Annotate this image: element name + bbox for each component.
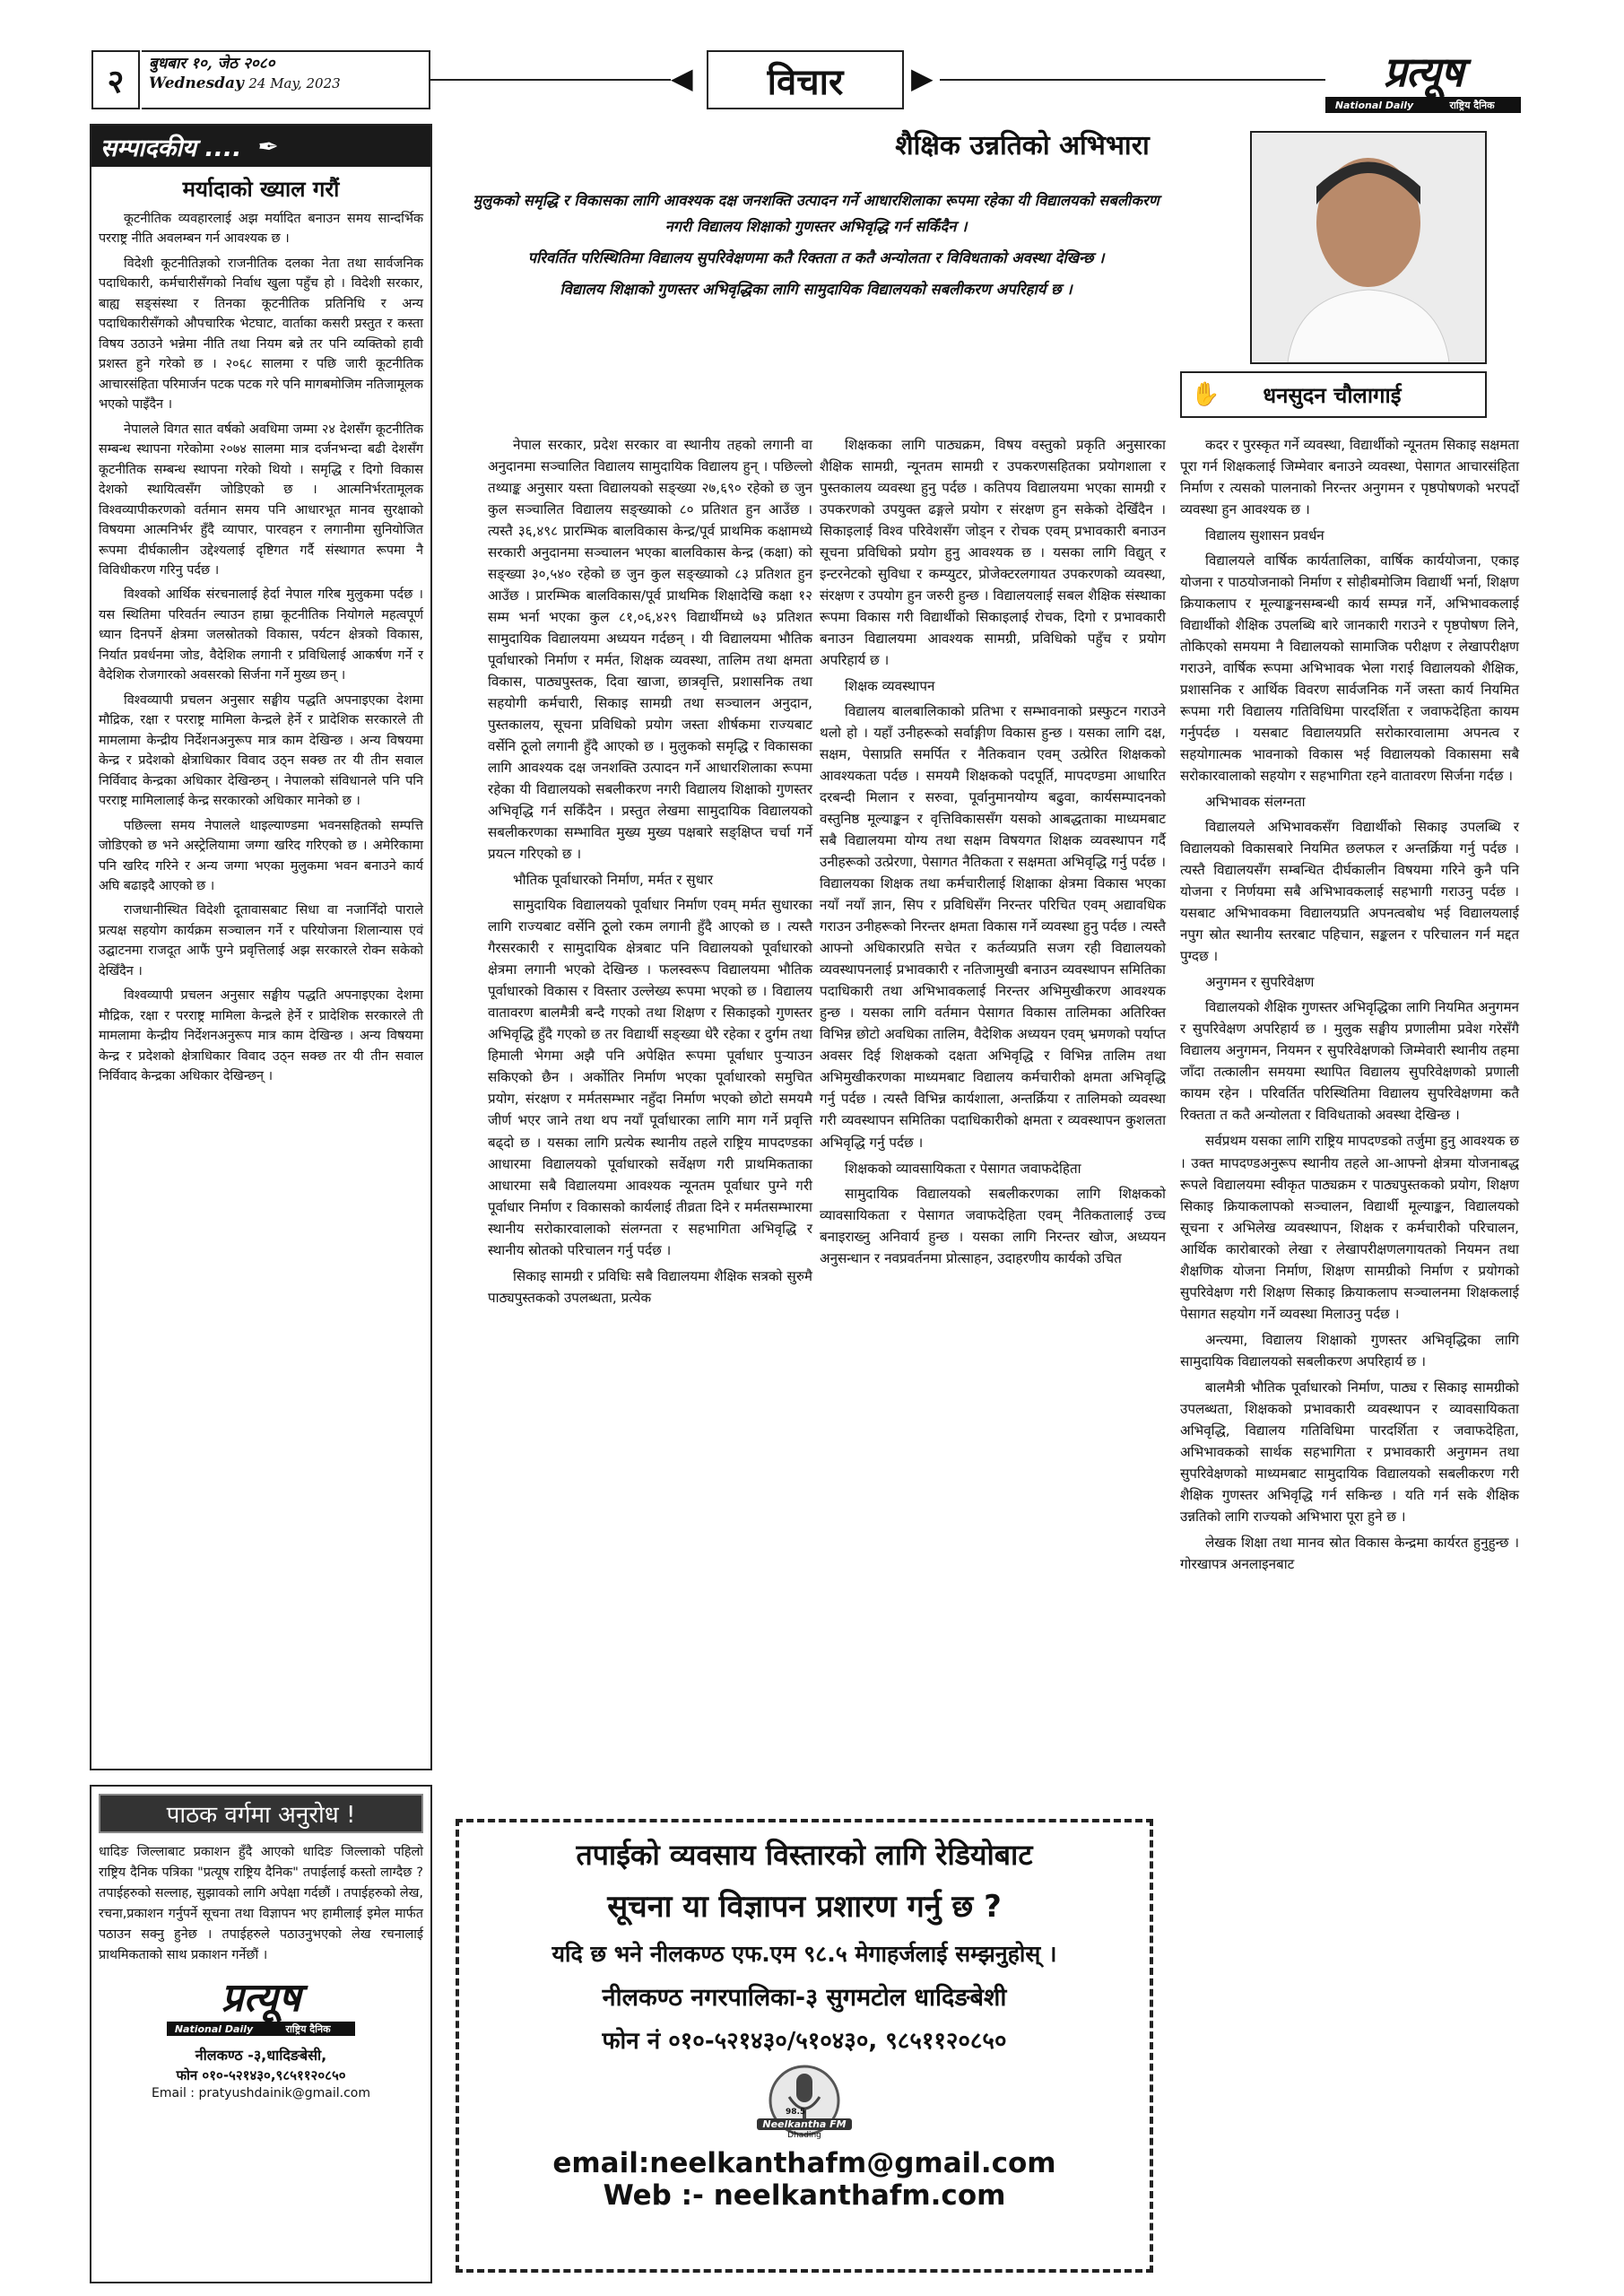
logo-station: Neelkantha FM [757,2118,852,2130]
logo-sub-right: राष्ट्रिय दैनिक [1449,99,1495,111]
ad-line-4: नीलकण्ठ नगरपालिका-३ सुगमटोल धादिङबेशी [602,1984,1007,2012]
editorial-paragraph: विश्वव्यापी प्रचलन अनुसार सङ्घीय पद्धति अपनाइएका देशमा मौद्रिक, रक्षा र परराष्ट्र मामिला केन्द्रले हेर्ने र प्रादेशिक सरकारले ती मामलामा केन्द्रीय निर्देशनअनुरूप मात्र काम देखिन्छ । अन्य विषयमा केन्द्र र प्रदेशको क्षेत्राधिकार विवाद उठ्न सक्छ तर यी तीन सवाल निर्विवाद केन्द्रका अधिकार देखिन्छन् । [99,988,423,1084]
article-paragraph: सामुदायिक विद्यालयको सबलीकरणका लागि शिक्षकको व्यावसायिकता र पेसागत जवाफदेहिता एवम् नैतिकतालाई उच्च बनाइराख्नु अनिवार्य हुन्छ । यसका लागि निरन्तर खोज, अध्ययन अनुसन्धान र नवप्रवर्तनमा प्रोत्साहन, उदाहरणीय कार्यको उचित [820,1185,1166,1266]
article-paragraph: विद्यालय बालबालिकाको प्रतिभा र सम्भावनाको प्रस्फुटन गराउने थलो हो । यहाँ उनीहरूको सर्वाङ्गीण विकास हुन्छ । यसका लागि दक्ष, सक्षम, पेसाप्रति समर्पित र नैतिकवान एवम् उत्प्रेरित शिक्षकको आवश्यकता पर्दछ । समयमै शिक्षकको पदपूर्ति, मापदण्डमा आधारित दरबन्दी मिलान र सरुवा, पूर्वानुमानयोग्य बढुवा, कार्यसम्पादनको वस्तुनिष्ठ मूल्याङ्कन र वृत्तिविकाससँग यसको आबद्धताका माध्यमबाट सबै विद्यालयमा योग्य तथा सक्षम विषयगत शिक्षक व्यवस्थापन गर्दै उनीहरूको उत्प्रेरणा, पेसागत नैतिकता र सक्षमता अभिवृद्धि गर्नु पर्दछ । विद्यालयका शिक्षक तथा कर्मचारीलाई शिक्षाका क्षेत्रमा विकास भएका नयाँ नयाँ ज्ञान, सिप र प्रविधिसँग निरन्तर परिचित एवम् अद्यावधिक गराउन उनीहरूको निरन्तर क्षमता विकास गर्ने व्यवस्था हुनु पर्दछ । त्यस्तै आफ्नो अधिकारप्रति सचेत र कर्तव्यप्रति सजग रही विद्यालयको व्यवस्थापनलाई प्रभावकारी र नतिजामुखी बनाउन व्यवस्थापन समितिका पदाधिकारी तथा अभिभावकलाई निरन्तर अभिमुखीकरण आवश्यक हुन्छ । यसका लागि वर्तमान पेसागत विकास तालिमका अतिरिक्त विभिन्न छोटो अवधिका तालिम, वैदेशिक अध्ययन एवम् भ्रमणको पर्याप्त अवसर दिई शिक्षकको दक्षता अभिवृद्धि र विभिन्न तालिम तथा अभिमुखीकरणका माध्यमबाट विद्यालय कर्मचारीको क्षमता अभिवृद्धि गर्नु पर्दछ । त्यस्तै विभिन्न कार्यशाला, अन्तर्क्रिया र तालिमको व्यवस्था गरी व्यवस्थापन समितिका पदाधिकारीको क्षमता र व्यवस्थापन कुशलता अभिवृद्धि गर्नु पर्दछ । [820,703,1166,1151]
article-paragraph: बालमैत्री भौतिक पूर्वाधारको निर्माण, पाठ्य र सिकाइ सामग्रीको उपलब्धता, शिक्षकको प्रभावकारी व्यवस्थापन र व्यावसायिकता अभिवृद्धि, विद्यालय गतिविधिमा पारदर्शिता र जवाफदेहिता, अभिभावकको सार्थक सहभागिता र प्रभावकारी अनुगमन तथा सुपरिवेक्षणको माध्यमबाट सामुदायिक विद्यालयको सबलीकरण गरी शैक्षिक गुणस्तर अभिवृद्धि गर्न सकिन्छ । यति गर्न सके शैक्षिक उन्नतिको लागि राज्यको अभिभारा पूरा हुने छ । [1180,1378,1519,1525]
ad-line-2: सूचना या विज्ञापन प्रशारण गर्नु छ ? [607,1889,1002,1925]
pullquote: विद्यालय शिक्षाको गुणस्तर अभिवृद्धिका लागि सामुदायिक विद्यालयको सबलीकरण अपरिहार्य छ । [560,280,1073,298]
ad-web: Web :- neelkanthafm.com [603,2179,1006,2212]
article-column-1 [488,434,812,1313]
arrow-left-icon: ◀ [671,61,693,95]
reader-address: नीलकण्ठ -३,धादिङबेसी, [195,2047,327,2065]
article-subheading: अनुगमन र सुपरिवेक्षण [1205,974,1315,991]
header-rule-2 [940,79,1325,81]
article-subheading: शिक्षकको व्यावसायिकता र पेसागत जवाफदेहिता [845,1160,1081,1177]
article-subheading: शिक्षक व्यवस्थापन [845,678,935,695]
header-rule [430,79,671,81]
article-pullquotes [457,188,1175,309]
ad-line-3: यदि छ भने नीलकण्ठ एफ.एम ९८.५ मेगाहर्जलाई सम्झनुहोस् । [551,1941,1057,1967]
editorial-title: मर्यादाको ख्याल गरौं [182,177,340,202]
logo-freq: 98.5 [786,2108,806,2117]
masthead-logo [1325,47,1521,115]
pullquote: परिवर्तित परिस्थितिमा विद्यालय सुपरिवेक्षणमा कतै रिक्तता त कतै अन्योलता र विविधताको अवस्था देखिन्छ । [527,248,1105,266]
page-number: २ [107,63,125,100]
article-paragraph: नेपाल सरकार, प्रदेश सरकार वा स्थानीय तहको लगानी वा अनुदानमा सञ्चालित विद्यालय सामुदायिक विद्यालय हुन् । पछिल्लो तथ्याङ्क अनुसार यस्ता विद्यालयको सङ्ख्या २७,६९० रहेको छ जुन कुल सञ्चालित विद्यालय सङ्ख्याको ८० प्रतिशत हुन आउँछ । त्यस्तै ३६,४९८ प्रारम्भिक बालविकास केन्द्र/पूर्व प्राथमिक कक्षामध्ये सरकारी अनुदानमा सञ्चालन भएका बालविकास केन्द्र (कक्षा) को सङ्ख्या ३०,५४० रहेको छ जुन कुल सङ्ख्याको ८३ प्रतिशत हुन आउँछ । प्रारम्भिक बालविकास/पूर्व प्राथमिक शिक्षादेखि कक्षा १२ सम्म भर्ना भएका कुल ८१,०६,४२९ विद्यार्थीमध्ये ७३ प्रतिशत सामुदायिक विद्यालयमा अध्ययन गर्दछन् । यी विद्यालयमा भौतिक पूर्वाधारको निर्माण र मर्मत, शिक्षक व्यवस्था, तालिम तथा क्षमता विकास, पाठ्यपुस्तक, दिवा खाजा, छात्रवृत्ति, प्रशासनिक तथा सहयोगी कर्मचारी, सिकाइ सामग्री तथा सञ्चालन अनुदान, पुस्तकालय, सूचना प्रविधिको प्रयोग जस्ता शीर्षकमा राज्यबाट वर्सेनि ठूलो लगानी हुँदै आएको छ । मुलुकको समृद्धि र विकासका लागि आवश्यक दक्ष जनशक्ति उत्पादन गर्ने आधारशिलाका रूपमा रहेका यी विद्यालयको सबलीकरण नगरी विद्यालय शिक्षाको गुणस्तर अभिवृद्धि गर्न सकिँदैन । प्रस्तुत लेखमा सामुदायिक विद्यालयको सबलीकरणका सम्भावित मुख्य मुख्य पक्षबारे सङ्क्षिप्त चर्चा गर्ने प्रयत्न गरिएको छ । [488,437,812,863]
article-paragraph: सिकाइ सामग्री र प्रविधिः सबै विद्यालयमा शैक्षिक सत्रको सुरुमै पाठ्यपुस्तकको उपलब्धता, प्रत्येक [488,1267,812,1306]
section-title-box [707,50,904,109]
reader-logo-sub-right: राष्ट्रिय दैनिक [285,2022,331,2035]
article-column-2 [820,434,1166,1274]
reader-title: पाठक वर्गमा अनुरोध ! [166,1802,356,1829]
ad-line-5: फोन नं ०१०-५२१४३०/५१०४३०, ९८५११२०८५० [602,2028,1007,2055]
article-paragraph: अन्त्यमा, विद्यालय शिक्षाको गुणस्तर अभिवृद्धिका लागि सामुदायिक विद्यालयको सबलीकरण अपरिहार्य छ । [1180,1331,1519,1370]
reader-phone: फोन ०१०-५२१४३०,९८५११२०८५० [176,2067,346,2084]
editorial-label: सम्पादकीय .... [100,134,242,162]
editorial-paragraph: राजधानीस्थित विदेशी दूतावासबाट सिधा वा नजानिँदो पाराले प्रत्यक्ष सहयोग कार्यक्रम सञ्चालन गर्ने र परियोजना शिलान्यास एवं उद्घाटनमा राजदूत आफैं पुग्ने प्रवृत्तिलाई अझ सरकारले रोक्न सकेको देखिँदैन । [99,903,423,978]
ad-line-1: तपाईको व्यवसाय विस्तारको लागि रेडियोबाट [576,1838,1033,1872]
section-banner [671,50,940,109]
section-title: विचार [767,61,844,103]
radio-ad [456,1819,1153,2273]
date-english: 24 May, 2023 [248,75,341,92]
article-paragraph: सामुदायिक विद्यालयको पूर्वाधार निर्माण एवम् मर्मत सुधारका लागि राज्यबाट वर्सेनि ठूलो रकम लगानी हुँदै आएको छ । त्यस्तै गैरसरकारी र सामुदायिक क्षेत्रबाट पनि विद्यालयको पूर्वाधारको क्षेत्रमा लगानी भएको देखिन्छ । फलस्वरूप विद्यालयमा भौतिक पूर्वाधारको विकास र विस्तार उल्लेख्य रूपमा भएको छ । विद्यालय वातावरण बालमैत्री बन्दै गएको तथा शिक्षण र सिकाइको गुणस्तर अभिवृद्धि हुँदै गएको छ तर विद्यार्थी सङ्ख्या धेरै रहेका र दुर्गम तथा हिमाली भेगमा अझै पनि अपेक्षित रूपमा पूर्वाधार पुऱ्याउन सकिएको छैन । अर्कोतिर निर्माण भएका पूर्वाधारको समुचित प्रयोग, संरक्षण र मर्मतसम्भार नहुँदा निर्माण भएको छोटो समयमै जीर्ण भएर जाने तथा थप नयाँ पूर्वाधारका लागि माग गर्ने प्रवृत्ति बढ्दो छ । यसका लागि प्रत्येक स्थानीय तहले राष्ट्रिय मापदण्डका आधारमा विद्यालयको पूर्वाधारको सर्वेक्षण गरी प्राथमिकताका आधारमा सबै विद्यालयमा आवश्यक न्यूनतम पूर्वाधार पुग्ने गरी पूर्वाधार निर्माण र विकासको कार्यलाई तीव्रता दिने र मर्मतसम्भारमा स्थानीय सरोकारवालाको संलग्नता र सहभागिता अभिवृद्धि र स्थानीय स्रोतको परिचालन गर्नु पर्दछ । [488,897,812,1258]
editorial-paragraph: विदेशी कूटनीतिज्ञको राजनीतिक दलका नेता तथा सार्वजनिक पदाधिकारी, कर्मचारीसँगको निर्वाध खुला पहुँच हो । विदेशी सरकार, बाह्य सङ्संस्था र तिनका कूटनीतिक प्रतिनिधि र अन्य पदाधिकारीसँगको औपचारिक भेटघाट, वार्ताका कसरी प्रस्तुत र कस्ता विषय उठाउने भन्नेमा नीति तथा नियम बन्ने तर पनि व्यक्तिको हावी प्रशस्त हुने गरेको छ । २०६८ सालमा र पछि जारी कूटनीतिक आचारसंहिता परिमार्जन पटक पटक गरे पनि मागबमोजिम नतिजामूलक भएको पाइँदैन । [99,256,423,413]
pullquote: मुलुकको समृद्धि र विकासका लागि आवश्यक दक्ष जनशक्ति उत्पादन गर्ने आधारशिलाका रूपमा रहेका यी विद्यालयको सबलीकरण नगरी विद्यालय शिक्षाको गुणस्तर अभिवृद्धि गर्न सकिँदैन । [473,192,1159,235]
editorial-paragraph: विश्वव्यापी प्रचलन अनुसार सङ्घीय पद्धति अपनाइएका देशमा मौद्रिक, रक्षा र परराष्ट्र मामिला केन्द्रले हेर्ने र प्रादेशिक सरकारले ती मामलामा केन्द्रीय निर्देशनअनुरूप मात्र काम देखिन्छ । अन्य विषयमा केन्द्र र प्रदेशको क्षेत्राधिकार विवाद उठ्न सक्छ तर यी तीन सवाल निर्विवाद केन्द्रका अधिकार देखिन्छन् । नेपालको संविधानले पनि पनि परराष्ट्र मामिलालाई केन्द्र सरकारको अधिकार मानेको छ । [99,692,423,809]
article-paragraph: शिक्षकका लागि पाठ्यक्रम, विषय वस्तुको प्रकृति अनुसारका शैक्षिक सामग्री, न्यूनतम सामग्री र उपकरणसहितका प्रयोगशाला र पुस्तकालय व्यवस्था हुनु पर्दछ । कतिपय विद्यालयमा भएका सामग्री र उपकरणको उपयुक्त ढङ्गले प्रयोग र संरक्षण हुन सकेको देखिँदैन । सिकाइलाई विश्व परिवेशसँग जोड्न र रोचक एवम् प्रभावकारी बनाउन सूचना प्रविधिको प्रयोग हुनु आवश्यक छ । यसका लागि विद्युत् र इन्टरनेटको सुविधा र कम्प्युटर, प्रोजेक्टरलगायत उपकरणको व्यवस्था, संरक्षण र उपयोग हुन जरुरी हुन्छ । विद्यालयलाई सबल शैक्षिक संस्थाका रूपमा विकास गरी विद्यार्थीको सिकाइलाई रोचक, दिगो र प्रभावकारी बनाउन विद्यालयमा आवश्यक सामग्री, प्रविधिको पहुँच र प्रयोग अपरिहार्य छ । [820,437,1166,669]
article-paragraph: सर्वप्रथम यसका लागि राष्ट्रिय मापदण्डको तर्जुमा हुनु आवश्यक छ । उक्त मापदण्डअनुरूप स्थानीय तहले आ-आफ्नो क्षेत्रमा योजनाबद्ध रूपले विद्यालयमा स्वीकृत पाठ्यक्रम र पाठ्यपुस्तकको प्रयोग, शिक्षण सिकाइ क्रियाकलापको सञ्चालन, विद्यार्थी मूल्याङ्कन, विद्यालयको सूचना र अभिलेख व्यवस्थापन, शिक्षक र कर्मचारीको परिचालन, आर्थिक कारोबारको लेखा र लेखापरीक्षणलगायतको नियमन तथा शैक्षणिक योजना निर्माण, शिक्षण सामग्रीको निर्माण र प्रयोगको सुपरिवेक्षण गरी शिक्षण सिकाइ क्रियाकलाप सञ्चालनमा शिक्षकलाई पेसागत सहयोग गर्ने व्यवस्था मिलाउनु पर्दछ । [1180,1133,1519,1322]
editorial-paragraph: नेपालले विगत सात वर्षको अवधिमा जम्मा २४ देशसँग कूटनीतिक सम्बन्ध स्थापना गरेकोमा २०७४ सालमा मात्र दर्जनभन्दा बढी देशसँग कूटनीतिक सम्बन्ध स्थापना गरेको थियो । समृद्धि र दिगो विकास देशको स्थायित्वसँग जोडिएको छ । आत्मनिर्भरतामूलक विश्वव्यापीकरणको वर्तमान समय पनि आधारभूत मानव सुरक्षाको विषयमा आत्मनिर्भर हुँदै व्यापार, पारवहन र लगानीमा सुनियोजित रूपमा दीर्घकालीन उद्देश्यलाई दृष्टिगत गर्दै संस्थागत रूपमा नै विविधीकरण गरिनु पर्दछ । [99,422,423,578]
author-byline [1180,371,1487,418]
date-english-day: Wednesday [149,74,244,93]
arrow-right-icon: ▶ [911,61,934,95]
article-subheading: भौतिक पूर्वाधारको निर्माण, मर्मत र सुधार [513,872,714,889]
editorial-label-bar [91,126,430,167]
article-subheading: विद्यालय सुशासन प्रवर्धन [1205,527,1324,544]
ad-email: email:neelkanthafm@gmail.com [552,2147,1056,2179]
pen-icon: ✒ [257,131,279,161]
handshake-icon: ✋ [1191,381,1220,408]
author-name: धनसुदन चौलागाई [1263,382,1402,408]
logo-text: प्रत्यूष [1383,48,1463,96]
editorial-paragraph: कूटनीतिक व्यवहारलाई अझ मर्यादित बनाउन समय सान्दर्भिक परराष्ट्र नीति अवलम्बन गर्न आवश्यक छ । [99,212,423,247]
reader-text: धादिङ जिल्लाबाट प्रकाशन हुँदै आएको धादिङ जिल्लाको पहिलो राष्ट्रिय दैनिक पत्रिका "प्रत्यूष राष्ट्रिय दैनिक" तपाईलाई कस्तो लाग्दैछ ? तपाईहरुको सल्लाह, सुझावको लागि अपेक्षा गर्दछौं । तपाईहरुको लेख, रचना,प्रकाशन गर्नुपर्ने सूचना तथा विज्ञापन भए हामीलाई इमेल मार्फत पठाउन सक्नु हुनेछ । तपाईहरुले पठाउनुभएको लेख रचनालाई प्राथमिकताको साथ प्रकाशन गर्नेछौं । [99,1845,423,1963]
article-paragraph: विद्यालयले अभिभावकसँग विद्यार्थीको सिकाइ उपलब्धि र विद्यालयको विकासबारे नियमित छलफल र अन्तर्क्रिया गर्नु पर्दछ । त्यस्तै विद्यालयसँग सम्बन्धित दीर्घकालीन विषयमा गरिने कुनै पनि योजना र निर्णयमा सबै अभिभावकलाई सहभागी गराउनु पर्दछ । यसबाट अभिभावकमा विद्यालयप्रति अपनत्वबोध भई विद्यालयलाई नपुग स्रोत स्थानीय स्तरबाट पहिचान, सङ्कलन र परिचालन गर्न मद्दत पुग्दछ । [1180,819,1519,965]
article-paragraph: लेखक शिक्षा तथा मानव स्रोत विकास केन्द्रमा कार्यरत हुनुहुन्छ । गोरखापत्र अनलाइनबाट [1180,1534,1519,1572]
reader-title-bar [99,1794,423,1833]
author-photo [1250,131,1487,364]
reader-logo [167,1975,355,2036]
date-nepali: बुधबार १०, जेठ २०८० [149,55,275,73]
neelkantha-fm-logo [737,2065,872,2142]
author-portrait [1252,133,1485,362]
editorial-body [91,209,430,1087]
header-divider-1 [142,50,430,109]
editorial-box [90,124,432,1770]
editorial-paragraph: विश्वको आर्थिक संरचनालाई हेर्दा नेपाल गरिब मुलुकमा पर्दछ । यस स्थितिमा परिवर्तन ल्याउन हाम्रा कूटनीतिक नियोगले महत्वपूर्ण ध्यान दिनपर्ने क्षेत्रमा जलस्रोतको विकास, पर्यटन क्षेत्रको विकास, निर्यात प्रवर्धनमा जोड, वैदेशिक लगानी र प्रविधिलाई आकर्षण गर्ने र वैदेशिक रोजगारको अवसरको सिर्जना गर्ने मुख्य छन् । [99,587,423,683]
logo-place: Dhading [787,2131,821,2140]
reader-request-box [90,1785,432,2283]
page-number-box [91,50,140,109]
reader-logo-text: प्रत्यूष [221,1975,301,2022]
article-column-3 [1180,434,1519,1579]
reader-email: Email : pratyushdainik@gmail.com [152,2086,370,2101]
article-paragraph: विद्यालयको शैक्षिक गुणस्तर अभिवृद्धिका लागि नियमित अनुगमन र सुपरिवेक्षण अपरिहार्य छ । मुलुक सङ्घीय प्रणालीमा प्रवेश गरेसँगै विद्यालय अनुगमन, नियमन र सुपरिवेक्षणको जिम्मेवारी स्थानीय तहमा जाँदा तत्कालीन समयमा स्थापित विद्यालय सुपरिवेक्षणको प्रणाली कायम रहेन । परिवर्तित परिस्थितिमा विद्यालय सुपरिवेक्षणमा कतै रिक्तता त कतै अन्योलता र विविधताको अवस्था देखिन्छ । [1180,999,1519,1124]
article-title: शैक्षिक उन्नतिको अभिभारा [895,130,1150,161]
article-subheading: अभिभावक संलग्नता [1205,794,1306,811]
article-paragraph: कदर र पुरस्कृत गर्ने व्यवस्था, विद्यार्थीको न्यूनतम सिकाइ सक्षमता पूरा गर्न शिक्षकलाई जिम्मेवार बनाउने व्यवस्था, पेसागत आचारसंहिता निर्माण र त्यसको पालनाको निरन्तर अनुगमन र पृष्ठपोषणको भरपर्दो व्यवस्था हुन आवश्यक छ । [1180,437,1519,518]
reader-logo-sub-left: National Daily [174,2022,254,2035]
logo-sub-left: National Daily [1334,99,1414,111]
article-paragraph: विद्यालयले वार्षिक कार्यतालिका, वार्षिक कार्ययोजना, एकाइ योजना र पाठयोजनाको निर्माण र सोहीबमोजिम विद्यार्थी भर्ना, शिक्षण क्रियाकलाप र मूल्याङ्कनसम्बन्धी कार्य सम्पन्न गर्ने, अभिभावकलाई विद्यार्थीको शैक्षिक उपलब्धि बारे जानकारी गराउने र पृष्ठपोषण लिने, तोकिएको समयमा नै विद्यालयको सामाजिक परीक्षण र लेखापरीक्षण गराउने, वार्षिक रूपमा अभिभावक भेला गराई विद्यालयको शैक्षिक, प्रशासनिक र आर्थिक विवरण सार्वजनिक गर्ने जस्ता कार्य नियमित रूपमा गरी विद्यालय गतिविधिमा पारदर्शिता र जवाफदेहिता कायम गर्नुपर्दछ । यसबाट विद्यालयप्रति सरोकारवालामा अपनत्व र सहयोगात्मक भावनाको विकास भई विद्यालयको विकासमा सबै सरोकारवालाको सहयोग र सहभागिता रहने वातावरण सिर्जना गर्दछ । [1180,552,1519,785]
editorial-paragraph: पछिल्ला समय नेपालले थाइल्याण्डमा भवनसहितको सम्पत्ति जोडिएको छ भने अस्ट्रेलियामा जग्गा खरिद गरिएको छ । अमेरिकामा पनि खरिद गरिने र अन्य जग्गा भएका मुलुकमा भवन बनाउने कार्य अघि बढाइदै आएको छ । [99,818,423,893]
